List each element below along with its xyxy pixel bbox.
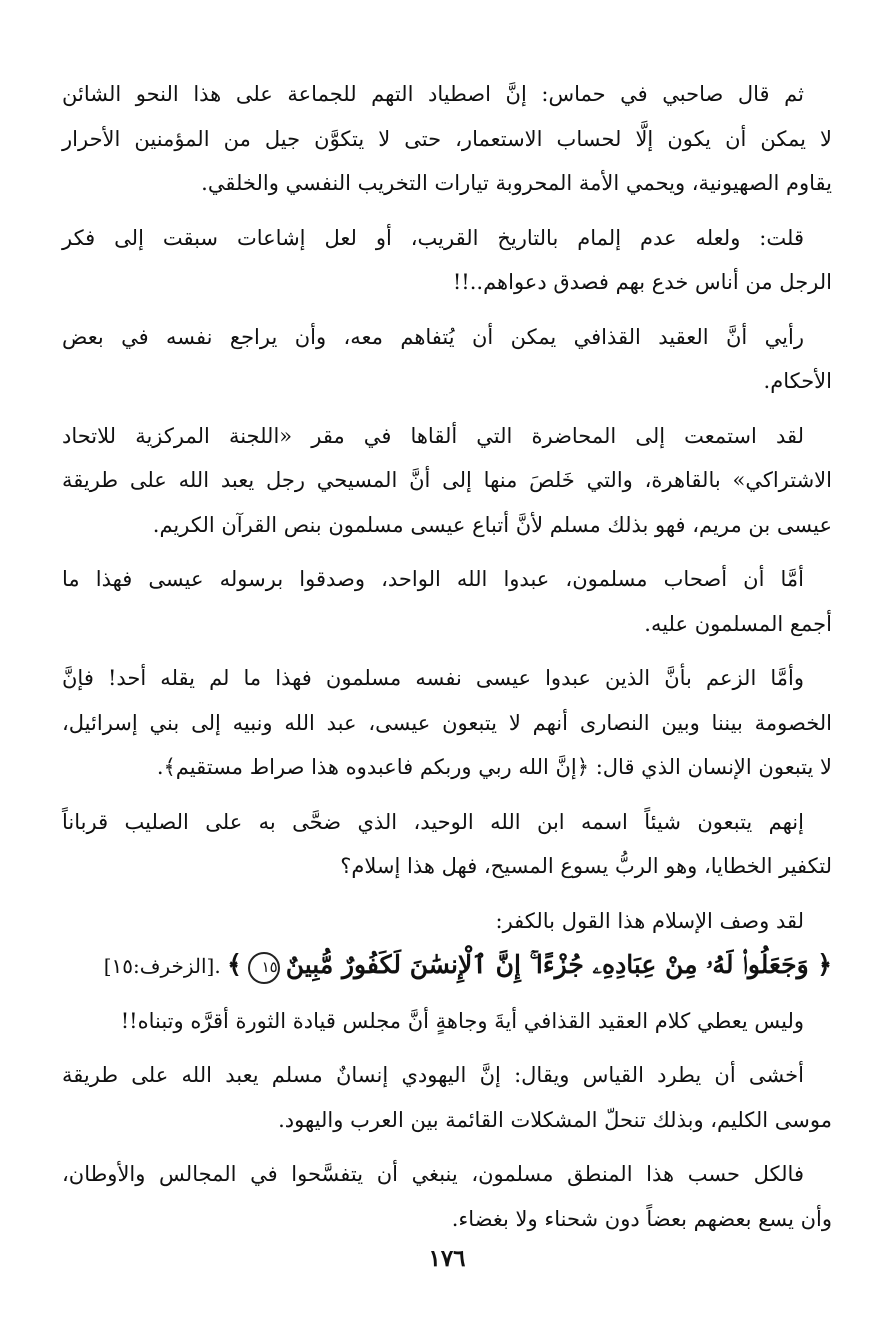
verse-reference: .[الزخرف:١٥] xyxy=(103,954,228,978)
paragraph xyxy=(62,656,832,790)
text-line: عيسى بن مريم، فهو بذلك مسلم لأنَّ أتباع عيسى مسلمون بنص القرآن الكريم. xyxy=(152,512,832,537)
text-line: رأيي أنَّ العقيد القذافي يمكن أن يُتفاهم معه، وأن يراجع نفسه في بعض xyxy=(62,324,804,349)
text-line: لقد استمعت إلى المحاضرة التي ألقاها في مقر «اللجنة المركزية للاتحاد xyxy=(62,423,804,448)
text-line: الخصومة بيننا وبين النصارى أنهم لا يتبعون عيسى، عبد الله ونبيه إلى بني إسرائيل، xyxy=(62,710,832,735)
paragraph xyxy=(62,72,832,206)
text-line: الأحكام. xyxy=(763,369,832,393)
text-line: وليس يعطي كلام العقيد القذافي أيةَ وجاهةٍ أنَّ مجلس قيادة الثورة أقرَّه وتبناه!! xyxy=(120,1008,804,1033)
paragraph xyxy=(62,414,832,548)
quran-quote xyxy=(62,899,832,989)
text-line: إنهم يتبعون شيئاً اسمه ابن الله الوحيد، الذي ضحَّى به على الصليب قرباناً xyxy=(62,809,804,834)
verse-number-icon: ١٥ xyxy=(248,952,280,984)
paragraph xyxy=(62,315,832,404)
text-line: أخشى أن يطرد القياس ويقال: إنَّ اليهودي إنسانٌ مسلم يعبد الله على طريقة xyxy=(62,1063,804,1087)
verse-line xyxy=(62,943,832,989)
paragraph xyxy=(62,999,832,1044)
paragraph xyxy=(62,216,832,305)
text-line: لا يتبعون الإنسان الذي قال: ﴿إنَّ الله ربي وربكم فاعبدوه هذا صراط مستقيم﴾. xyxy=(156,755,832,779)
body-text xyxy=(62,72,832,1251)
text-line: فالكل حسب هذا المنطق مسلمون، ينبغي أن يتفسَّحوا في المجالس والأوطان، xyxy=(62,1162,804,1186)
text-line: وأن يسع بعضهم بعضاً دون شحناء ولا بغضاء. xyxy=(451,1206,832,1231)
text-line: الاشتراكي» بالقاهرة، والتي خَلصَ منها إلى أنَّ المسيحي رجل يعبد الله على طريقة xyxy=(62,468,832,492)
text-line: يقاوم الصهيونية، ويحمي الأمة المحروبة تيارات التخريب النفسي والخلقي. xyxy=(201,171,832,195)
text-line: ثم قال صاحبي في حماس: إنَّ اصطياد التهم للجماعة على هذا النحو الشائن xyxy=(62,82,804,106)
verse-close: ﴾ xyxy=(227,950,242,979)
page-number: ١٧٦ xyxy=(428,1245,466,1272)
paragraph xyxy=(62,800,832,889)
text-line: قلت: ولعله عدم إلمام بالتاريخ القريب، أو لعل إشاعات سبقت إلى فكر xyxy=(62,225,804,250)
text-line: لا يمكن أن يكون إلَّا لحساب الاستعمار، حتى لا يتكوَّن جيل من المؤمنين الأحرار xyxy=(62,126,832,151)
text-line: لتكفير الخطايا، وهو الربُّ يسوع المسيح، فهل هذا إسلام؟ xyxy=(340,854,832,878)
text-line: أجمع المسلمون عليه. xyxy=(644,611,832,636)
paragraph xyxy=(62,557,832,646)
text-line: موسى الكليم، وبذلك تنحلّ المشكلات القائمة بين العرب واليهود. xyxy=(278,1107,832,1132)
verse-text: ﴿ وَجَعَلُوا۟ لَهُۥ مِنْ عِبَادِهِۦ جُزْءًا ۚ إِنَّ ٱلْإِنسَٰنَ لَكَفُورٌ مُّبِينٌ xyxy=(285,950,832,979)
paragraph xyxy=(62,1053,832,1142)
paragraph xyxy=(62,1152,832,1241)
text-line: أمَّا أن أصحاب مسلمون، عبدوا الله الواحد، وصدقوا برسوله عيسى فهذا ما xyxy=(62,567,804,591)
quote-intro: لقد وصف الإسلام هذا القول بالكفر: xyxy=(495,908,804,933)
text-line: الرجل من أناس خدع بهم فصدق دعواهم..!! xyxy=(452,270,832,294)
text-line: وأمَّا الزعم بأنَّ الذين عبدوا عيسى نفسه مسلمون فهذا ما لم يقله أحد! فإنَّ xyxy=(62,666,804,690)
